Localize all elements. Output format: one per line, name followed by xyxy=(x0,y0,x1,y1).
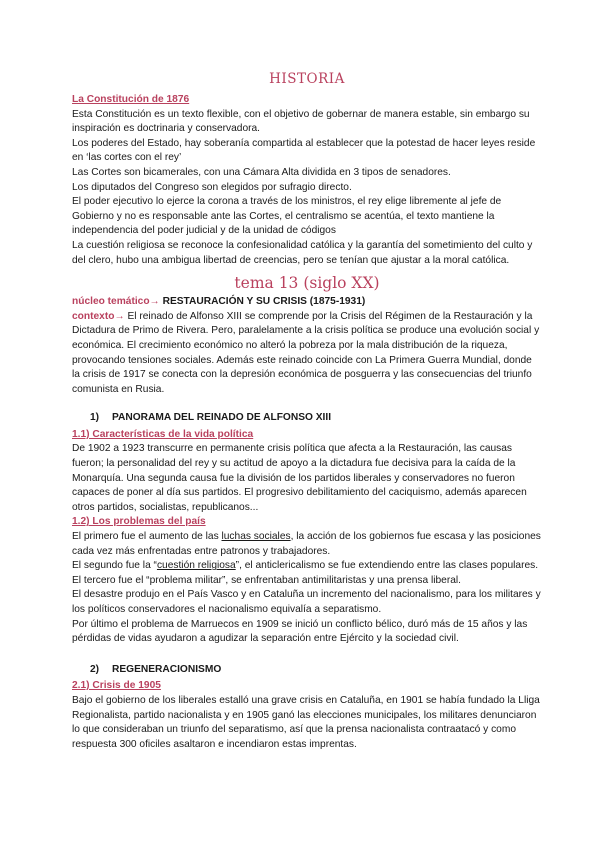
paragraph: El tercero fue el “problema militar”, se enfrentaban antimilitaristas y una prensa liberal. xyxy=(72,574,462,586)
paragraph: La cuestión religiosa se reconoce la confesionalidad católica y la garantía del sometimiento del culto y del clero, hubo una ambigua libertad de creencias, pero se tenían que ajustar a la moral católica. xyxy=(72,239,533,266)
nucleo-text: RESTAURACIÓN Y SU CRISIS (1875-1931) xyxy=(162,296,366,308)
tema-title: tema 13 (siglo XX) xyxy=(234,274,380,293)
underlined-term: luchas sociales xyxy=(221,531,291,543)
paragraph xyxy=(72,559,542,574)
paragraph: Los poderes del Estado, hay soberanía compartida al establecer que la potestad de hacer leyes reside en ‘las cortes con el rey’ xyxy=(72,137,536,164)
page-title: HISTORIA xyxy=(269,71,345,87)
paragraph: El poder ejecutivo lo ejerce la corona a través de los ministros, el rey elige libremente al jefe de Gobierno y no es responsable ante las Cortes, el centralismo se acentúa, el texto mantiene la independencia del poder judicial y de la unidad de códigos xyxy=(72,196,502,237)
nucleo-line xyxy=(72,295,542,310)
text-run: ”, el anticlericalismo se fue extendiendo entre las clases populares. xyxy=(235,560,539,572)
paragraph: Esta Constitución es un texto flexible, con el objetivo de gobernar de manera estable, sin embargo su inspiración es doctrinaria y conservadora. xyxy=(72,108,530,135)
section-heading-2 xyxy=(72,663,542,678)
section-heading-constitucion: La Constitución de 1876 xyxy=(72,94,190,105)
paragraph: Las Cortes son bicamerales, con una Cámara Alta dividida en 3 tipos de senadores. xyxy=(72,166,451,178)
contexto-text: El reinado de Alfonso XIII se comprende por la Crisis del Régimen de la Restauración y la Dictadura de Primo de Rivera. Pero, paralelamente a la crisis política se produce una evolución social y económica. El crecimiento económico no alteró la pobreza por la mala distribución de la riqueza, provocando tensiones sociales. Además este reinado coincide con La Primera Guerra Mundial, donde la crisis de 1917 se conecta con la depresión económica de posguerra y las consecuencias del triunfo comunista en Rusia. xyxy=(72,310,540,395)
contexto-paragraph xyxy=(72,310,542,398)
text-run: , la acción de los gobiernos fue escasa y las posiciones cada vez más enfrentadas entre patronos y trabajadores. xyxy=(72,531,541,557)
nucleo-label: núcleo temático→ xyxy=(72,296,160,308)
text-run: El segundo fue la “ xyxy=(72,560,157,572)
subsection-heading-2-1: 2.1) Crisis de 1905 xyxy=(72,680,161,692)
document-page xyxy=(72,68,542,752)
section-title: PANORAMA DEL REINADO DE ALFONSO XIII xyxy=(112,412,332,424)
paragraph: El desastre produjo en el País Vasco y en Cataluña un incremento del nacionalismo, para los militares y los políticos conservadores el nacionalismo equivalía a separatismo. xyxy=(72,589,541,615)
section-number: 1) xyxy=(90,412,100,424)
paragraph xyxy=(72,530,542,559)
paragraph: De 1902 a 1923 transcurre en permanente crisis política que afecta a la Restauración, las causas fueron; la personalidad del rey y su actitud de apoyo a la dictadura fue decisiva para la caída de la Monarquía. Una segunda causa fue la división de los partidos liberales y conservadores no fueron capaces de poner al día sus partidos. El progresivo debilitamiento del caciquismo, además aparecen otros partidos, socialistas, republicanos... xyxy=(72,443,527,513)
subsection-heading-1-2: 1.2) Los problemas del país xyxy=(72,516,206,528)
section-number: 2) xyxy=(90,663,100,675)
text-run: El primero fue el aumento de las xyxy=(72,531,222,543)
contexto-label: contexto→ xyxy=(72,310,125,322)
paragraph: Los diputados del Congreso son elegidos por sufragio directo. xyxy=(72,181,352,193)
section-heading-1 xyxy=(72,411,542,426)
paragraph: Bajo el gobierno de los liberales estalló una grave crisis en Cataluña, en 1901 se había fundado la Lliga Regionalista, partido nacionalista y en 1905 ganó las elecciones municipales, los militares denunciaron lo que consideraban un triunfo del separatismo, así que la prensa nacionalista contraatacó y como respuesta 300 oficiles asaltaron e incendiaron estas imprentas. xyxy=(72,694,540,750)
underlined-term: cuestión religiosa xyxy=(156,560,236,572)
subsection-heading-1-1: 1.1) Características de la vida política xyxy=(72,428,254,440)
section-title: REGENERACIONISMO xyxy=(112,663,222,675)
paragraph: Por último el problema de Marruecos en 1909 se inició un conflicto bélico, duró más de 15 años y las pérdidas de vidas ayudaron a agudizar la separación entre Ejército y la sociedad civil. xyxy=(72,618,528,645)
